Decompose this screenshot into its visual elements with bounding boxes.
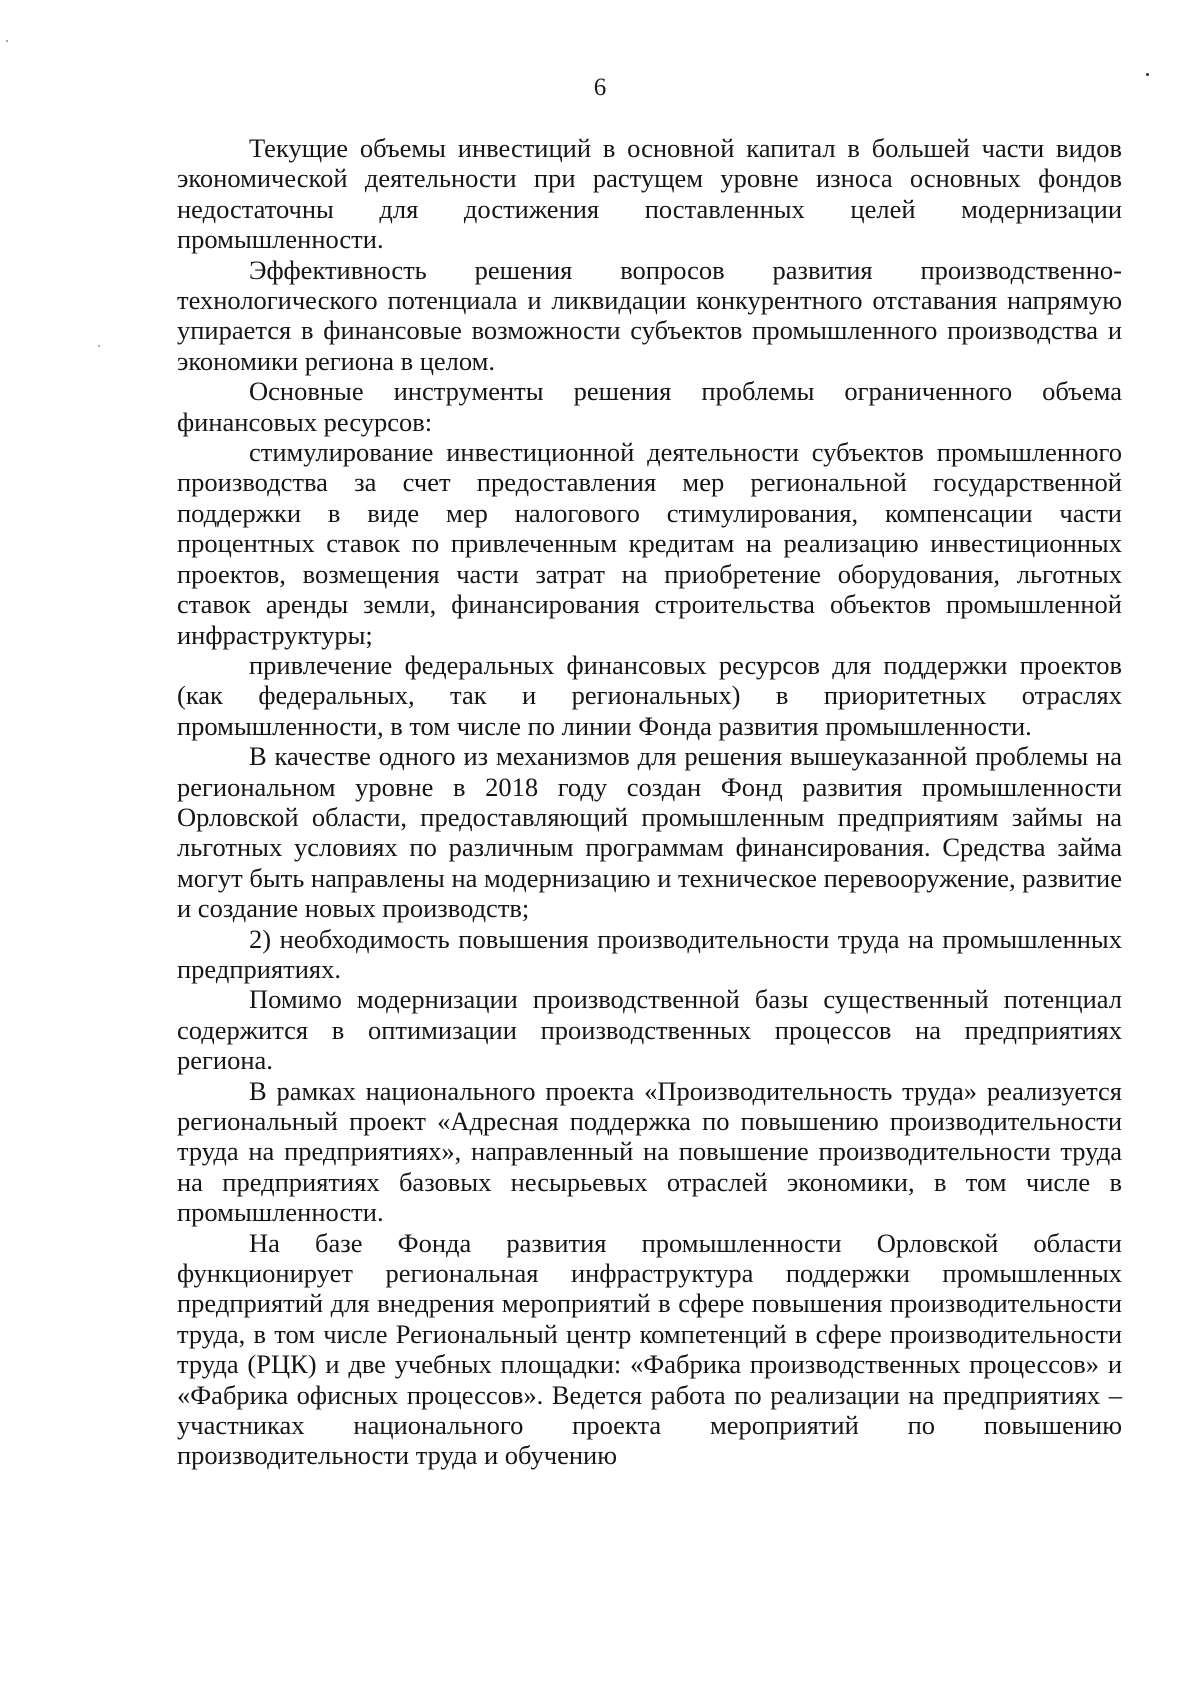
paragraph-1: Текущие объемы инвестиций в основной капитал в большей части видов экономической деятельности при растущем уровне износа основных фондов недостаточны для достижения поставленных целей модернизации промышленности. — [177, 133, 1122, 255]
paragraph-8: Помимо модернизации производственной базы существенный потенциал содержится в оптимизации производственных процессов на предприятиях региона. — [177, 984, 1122, 1076]
paragraph-10: На базе Фонда развития промышленности Орловской области функционирует региональная инфраструктура поддержки промышленных предприятий для внедрения мероприятий в сфере повышения производительности труда, в том числе Региональный центр компетенций в сфере производительности труда (РЦК) и две учебных площадки: «Фабрика производственных процессов» и «Фабрика офисных процессов». Ведется работа по реализации на предприятиях – участниках национального проекта мероприятий по повышению производительности труда и обучению — [177, 1227, 1122, 1471]
scan-speck — [1146, 73, 1149, 76]
paragraph-9: В рамках национального проекта «Производительность труда» реализуется региональный проект «Адресная поддержка по повышению производительности труда на предприятиях», направленный на повышение производительности труда на предприятиях базовых несырьевых отраслей экономики, в том числе в промышленности. — [177, 1075, 1122, 1228]
paragraph-6: В качестве одного из механизмов для решения вышеуказанной проблемы на региональном уровне в 2018 году создан Фонд развития промышленности Орловской области, предоставляющий промышленным предприятиям займы на льготных условиях по различным программам финансирования. Средства займа могут быть направлены на модернизацию и техническое перевооружение, развитие и создание новых производств; — [177, 741, 1122, 924]
scan-speck — [6, 40, 8, 42]
paragraph-5: привлечение федеральных финансовых ресурсов для поддержки проектов (как федеральных, так и региональных) в приоритетных отраслях промышленности, в том числе по линии Фонда развития промышленности. — [177, 649, 1122, 741]
page-number: 6 — [593, 74, 607, 101]
scan-speck — [98, 345, 100, 347]
paragraph-4: стимулирование инвестиционной деятельности субъектов промышленного производства за счет предоставления мер региональной государственной поддержки в виде мер налогового стимулирования, компенсации части процентных ставок по привлеченным кредитам на реализацию инвестиционных проектов, возмещения части затрат на приобретение оборудования, льготных ставок аренды земли, финансирования строительства объектов промышленной инфраструктуры; — [177, 437, 1122, 650]
paragraph-3: Основные инструменты решения проблемы ограниченного объема финансовых ресурсов: — [177, 376, 1122, 437]
document-body — [177, 133, 1122, 1471]
paragraph-2: Эффективность решения вопросов развития производственно-технологического потенциала и ликвидации конкурентного отставания напрямую упирается в финансовые возможности субъектов промышленного производства и экономики региона в целом. — [177, 254, 1122, 376]
paragraph-7: 2) необходимость повышения производительности труда на промышленных предприятиях. — [177, 923, 1122, 984]
